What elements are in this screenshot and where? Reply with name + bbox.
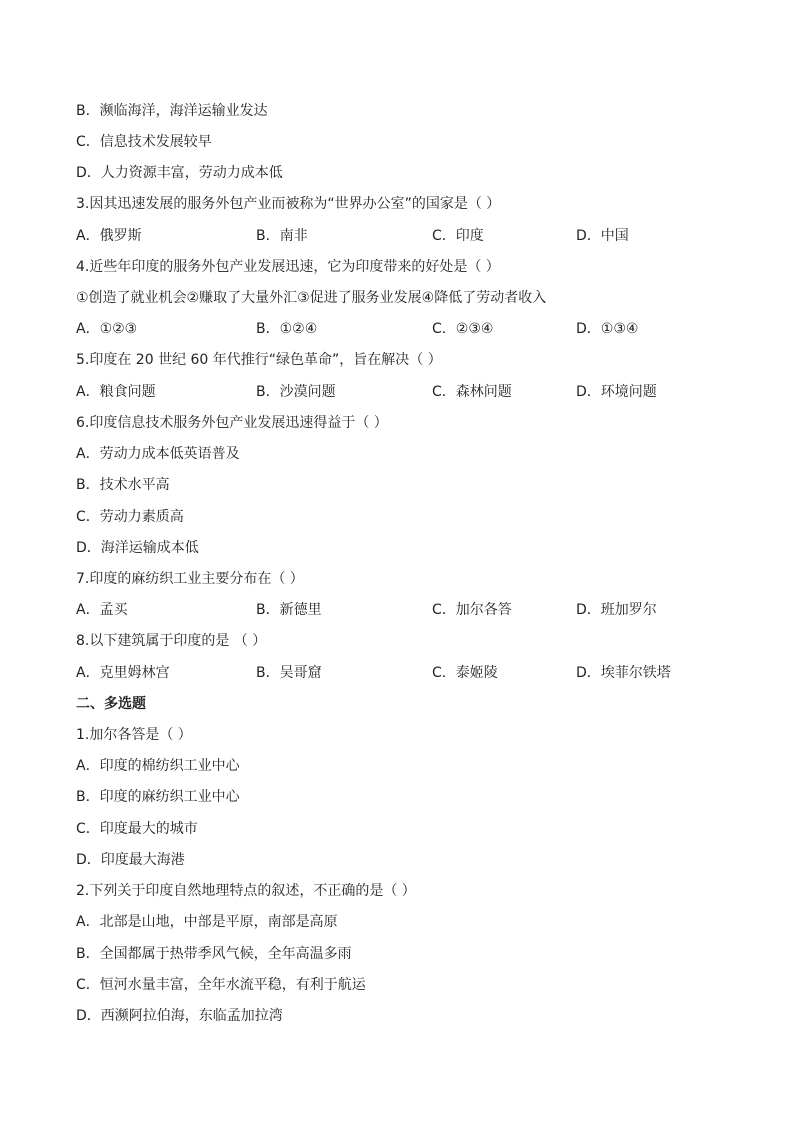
q8-option-d: D．埃菲尔铁塔	[576, 665, 671, 681]
m1-option-c: C．印度最大的城市	[76, 821, 198, 837]
m1-option-a: A．印度的棉纺织工业中心	[76, 758, 240, 774]
q2-option-d: D．人力资源丰富，劳动力成本低	[76, 165, 283, 181]
q5-option-d: D．环境问题	[576, 384, 657, 400]
q7-stem: 7.印度的麻纺织工业主要分布在（ ）	[76, 571, 304, 587]
m2-option-d: D．西濒阿拉伯海，东临孟加拉湾	[76, 1008, 283, 1024]
q4-option-a: A．①②③	[76, 321, 138, 337]
q8-option-c: C．泰姬陵	[432, 665, 498, 681]
q7-options	[76, 600, 736, 620]
q5-option-b: B．沙漠问题	[256, 384, 336, 400]
q4-option-d: D．①③④	[576, 321, 639, 337]
q4-option-b: B．①②④	[256, 321, 318, 337]
q3-options	[76, 226, 736, 246]
q4-options	[76, 319, 736, 339]
q4-items: ①创造了就业机会②赚取了大量外汇③促进了服务业发展④降低了劳动者收入	[76, 290, 547, 306]
m2-option-b: B．全国都属于热带季风气候，全年高温多雨	[76, 946, 352, 962]
q8-option-a: A．克里姆林宫	[76, 665, 170, 681]
q3-option-c: C．印度	[432, 228, 484, 244]
q4-option-c: C．②③④	[432, 321, 494, 337]
q3-option-b: B．南非	[256, 228, 308, 244]
q6-option-b: B．技术水平高	[76, 477, 170, 493]
q7-option-c: C．加尔各答	[432, 602, 512, 618]
q6-stem: 6.印度信息技术服务外包产业发展迅速得益于（ ）	[76, 415, 388, 431]
q5-stem: 5.印度在 20 世纪 60 年代推行“绿色革命”，旨在解决（ ）	[76, 352, 442, 368]
q5-option-c: C．森林问题	[432, 384, 512, 400]
q3-stem: 3.因其迅速发展的服务外包产业而被称为“世界办公室”的国家是（ ）	[76, 196, 501, 212]
q4-stem: 4.近些年印度的服务外包产业发展迅速，它为印度带来的好处是（ ）	[76, 259, 500, 275]
q8-options	[76, 663, 736, 683]
q6-option-a: A．劳动力成本低英语普及	[76, 446, 240, 462]
q2-option-b: B．濒临海洋，海洋运输业发达	[76, 103, 268, 119]
m2-option-a: A．北部是山地，中部是平原，南部是高原	[76, 914, 338, 930]
q2-option-c: C．信息技术发展较早	[76, 134, 212, 150]
q5-options	[76, 382, 736, 402]
q6-option-d: D．海洋运输成本低	[76, 540, 199, 556]
m1-stem: 1.加尔各答是（ ）	[76, 727, 192, 743]
q3-option-a: A．俄罗斯	[76, 228, 142, 244]
q7-option-d: D．班加罗尔	[576, 602, 657, 618]
q8-option-b: B．吴哥窟	[256, 665, 322, 681]
q7-option-a: A．孟买	[76, 602, 128, 618]
m1-option-b: B．印度的麻纺织工业中心	[76, 789, 240, 805]
q3-option-d: D．中国	[576, 228, 629, 244]
q8-stem: 8.以下建筑属于印度的是 （ ）	[76, 633, 267, 649]
m2-stem: 2.下列关于印度自然地理特点的叙述，不正确的是（ ）	[76, 883, 416, 899]
q6-option-c: C．劳动力素质高	[76, 509, 184, 525]
q5-option-a: A．粮食问题	[76, 384, 156, 400]
q7-option-b: B．新德里	[256, 602, 322, 618]
m2-option-c: C．恒河水量丰富，全年水流平稳，有利于航运	[76, 977, 366, 993]
m1-option-d: D．印度最大海港	[76, 852, 185, 868]
section-heading-multiple-choice: 二、多选题	[76, 696, 146, 712]
